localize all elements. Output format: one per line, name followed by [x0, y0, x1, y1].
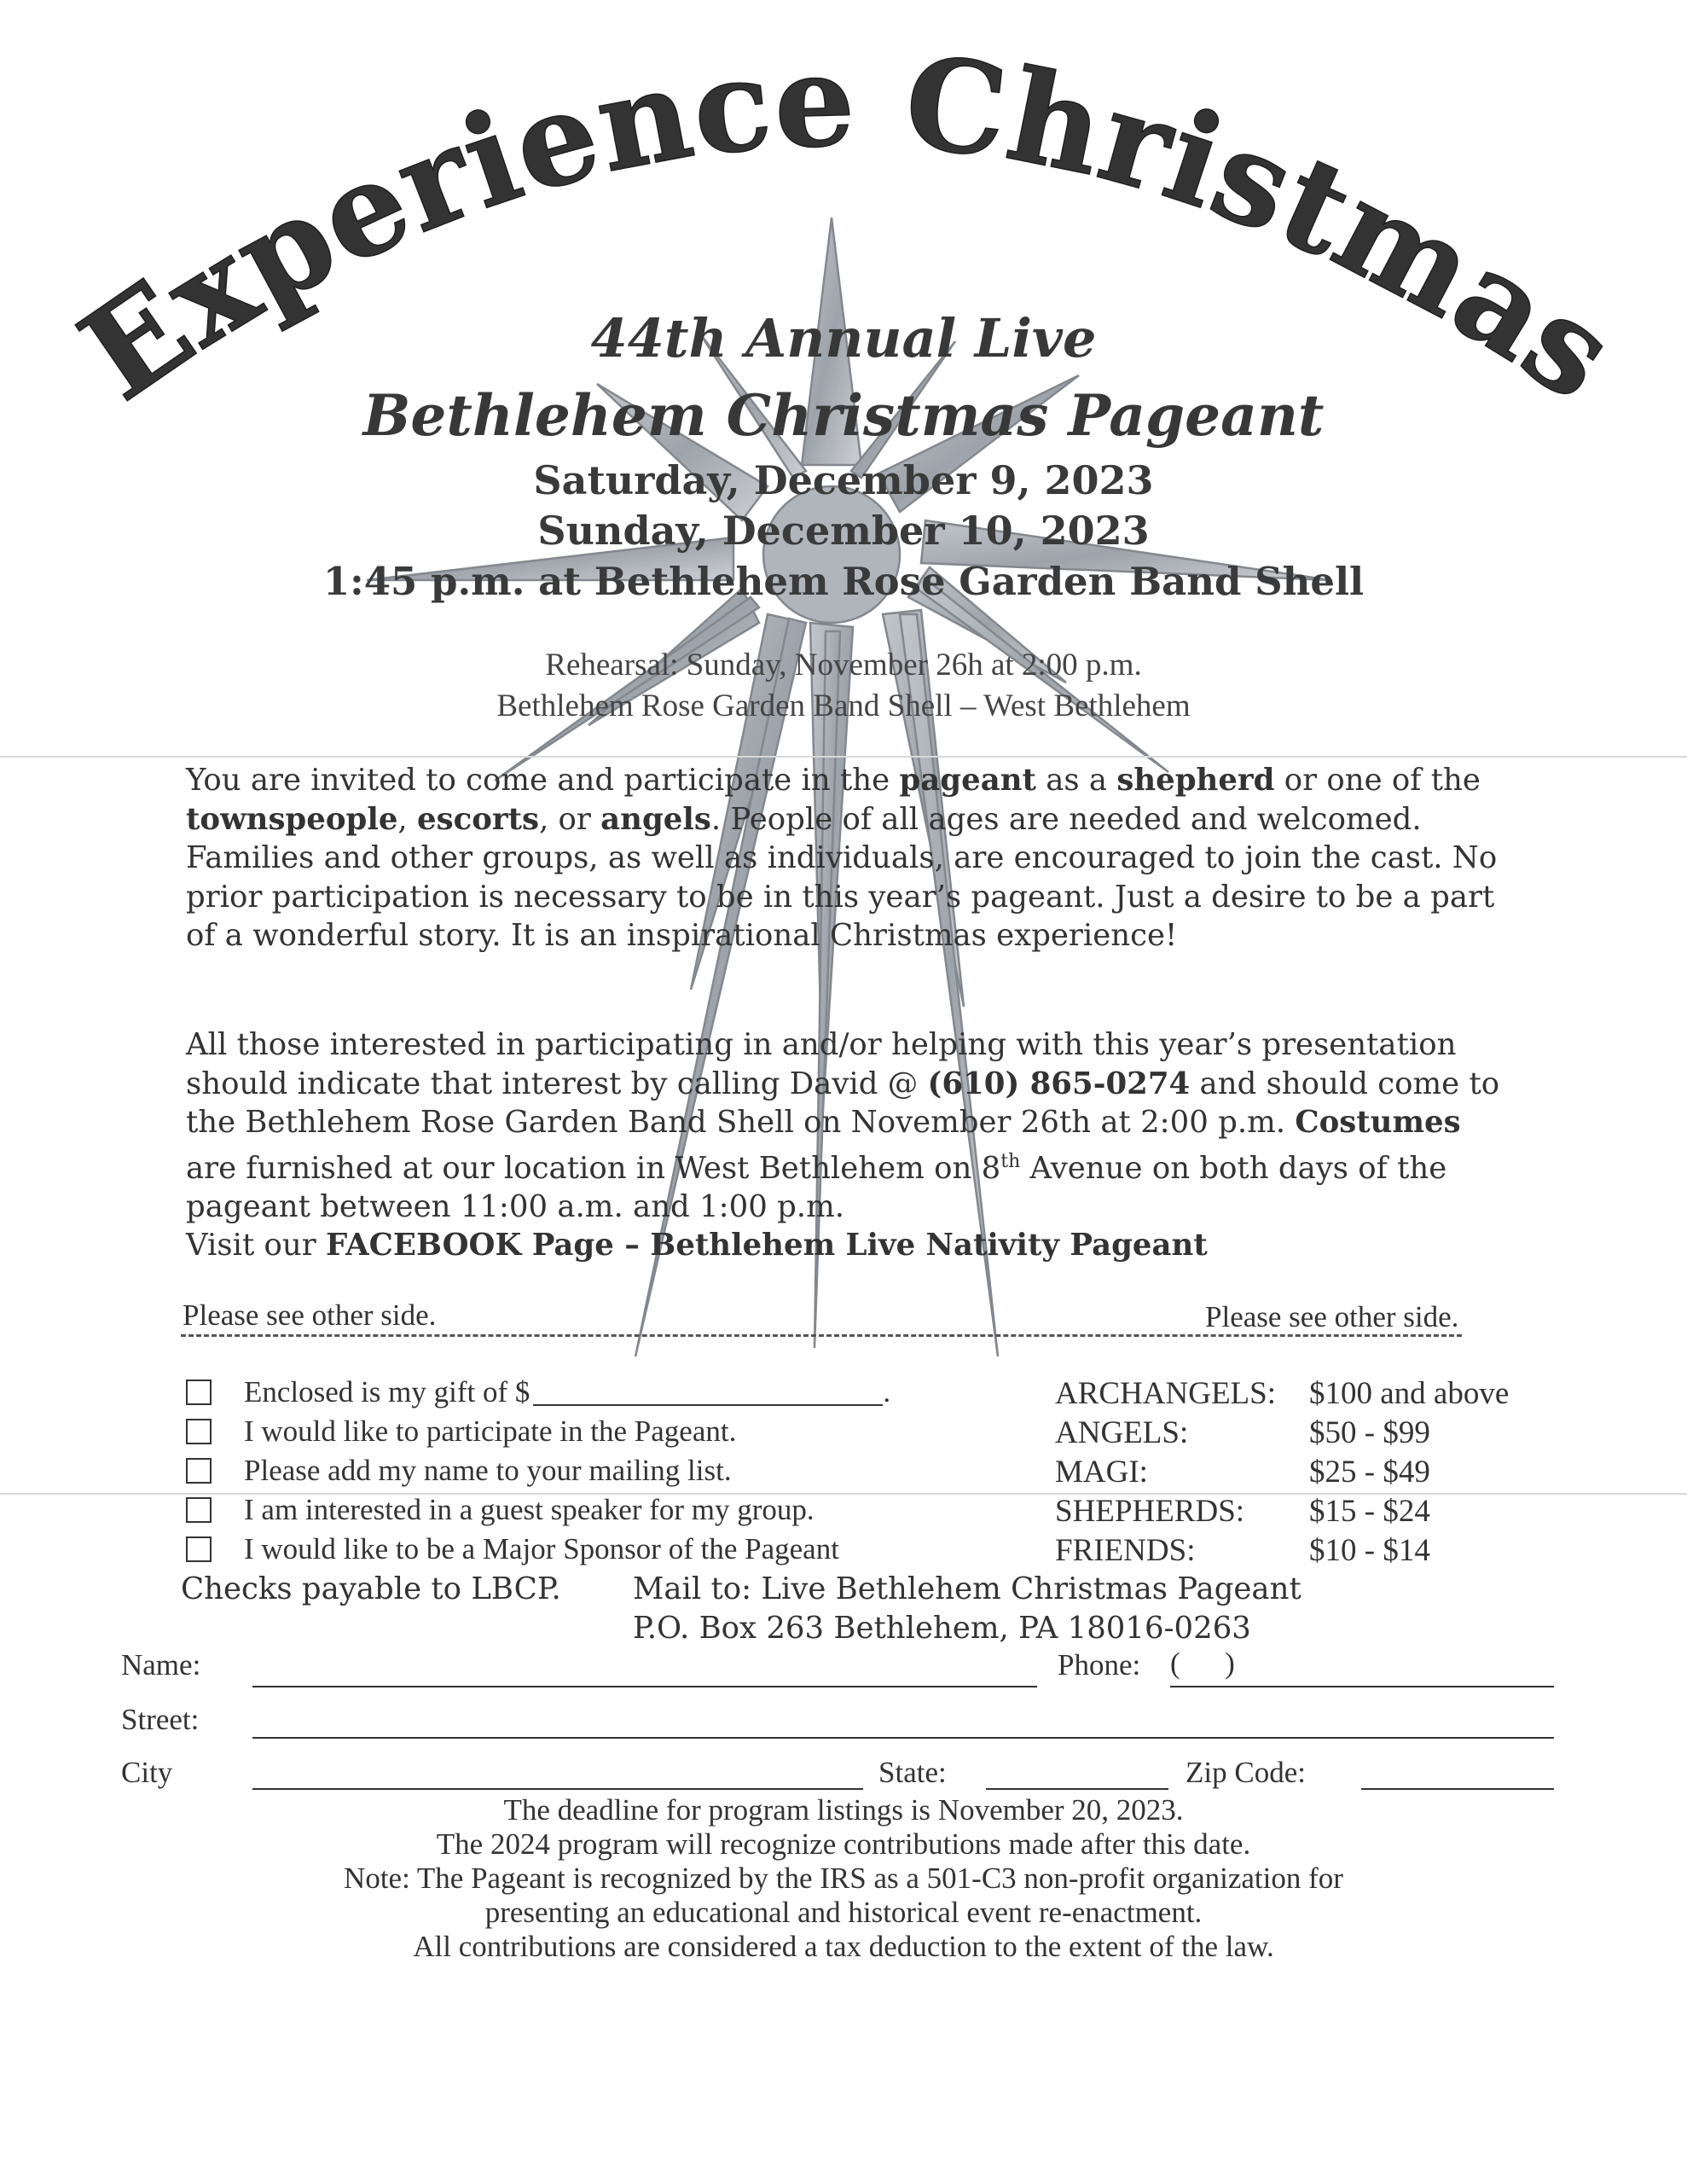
state-field[interactable] [986, 1788, 1168, 1790]
rehearsal-line-1: Rehearsal: Sunday, November 26h at 2:00 p.m. [545, 648, 1142, 682]
city-field[interactable] [252, 1788, 863, 1790]
gift-suffix: . [883, 1375, 891, 1409]
date-saturday: Saturday, December 9, 2023 [533, 457, 1154, 503]
guest-speaker-label: I am interested in a guest speaker for my group. [244, 1493, 815, 1526]
invite-text: , or [538, 801, 601, 837]
phone-field[interactable] [1170, 1686, 1554, 1687]
fold-line-lower [0, 1493, 1687, 1495]
interest-text: Avenue on both days of the pageant between 11:00 a.m. and 1:00 p.m. [186, 1150, 1447, 1224]
footer-tax-deduction: All contributions are considered a tax deduction to the extent of the law. [413, 1930, 1274, 1963]
invite-angels: angels [600, 801, 711, 837]
phone-label: Phone: [1058, 1648, 1141, 1682]
tier-name: ARCHANGELS: [1055, 1376, 1277, 1411]
facebook-page-link[interactable]: FACEBOOK Page – Bethlehem Live Nativity Pageant [325, 1228, 1208, 1263]
participate-label: I would like to participate in the Pageant. [244, 1414, 737, 1448]
mail-to: Mail to: Live Bethlehem Christmas Pageant [633, 1571, 1301, 1606]
gift-label: Enclosed is my gift of $ [244, 1375, 530, 1409]
invite-escorts: escorts [417, 801, 539, 837]
checkbox-row-guest-speaker [186, 1491, 815, 1529]
invite-text: or one of the [1274, 763, 1481, 798]
name-label: Name: [121, 1648, 201, 1682]
footer-irs-note: Note: The Pageant is recognized by the IRS as a 501-C3 non-profit organization for [344, 1862, 1343, 1895]
checkbox-row-mailing-list [186, 1452, 732, 1490]
tier-name: MAGI: [1055, 1455, 1148, 1490]
interest-text: All those interested in participating in and/or helping with this year’s presentation should indicate that interest by calling David @ [186, 1027, 1457, 1101]
name-field[interactable] [252, 1686, 1037, 1687]
street-field[interactable] [252, 1737, 1554, 1739]
tier-amount: $100 and above [1309, 1376, 1510, 1411]
zip-label: Zip Code: [1186, 1756, 1306, 1789]
guest-speaker-checkbox[interactable] [186, 1497, 212, 1523]
checkbox-row-sponsor [186, 1531, 839, 1568]
see-other-side-left: Please see other side. [183, 1298, 437, 1332]
mailing-list-checkbox[interactable] [186, 1458, 212, 1484]
interest-paragraph [186, 1025, 1516, 1265]
zip-field[interactable] [1361, 1788, 1554, 1790]
mail-address: P.O. Box 263 Bethlehem, PA 18016-0263 [633, 1611, 1251, 1646]
gift-amount-field[interactable] [533, 1379, 883, 1406]
subtitle-line-2: Bethlehem Christmas Pageant [362, 382, 1325, 449]
page-title: Experience Christmas [55, 26, 1641, 429]
rehearsal-line-2: Bethlehem Rose Garden Band Shell – West Bethlehem [496, 688, 1191, 723]
checks-payable: Checks payable to LBCP. [181, 1571, 561, 1606]
fold-line [0, 756, 1687, 758]
checkbox-row-participate [186, 1413, 736, 1450]
participate-checkbox[interactable] [186, 1419, 212, 1444]
tear-off-dashed-line [181, 1334, 1462, 1337]
date-sunday: Sunday, December 10, 2023 [537, 508, 1150, 554]
invite-text: , [397, 801, 417, 837]
invite-pageant: pageant [899, 763, 1036, 798]
tier-amount: $25 - $49 [1309, 1455, 1430, 1490]
tier-name: FRIENDS: [1055, 1533, 1196, 1568]
invite-shepherd: shepherd [1116, 763, 1275, 798]
tier-amount: $10 - $14 [1309, 1533, 1430, 1568]
phone-area-code: ( ) [1170, 1647, 1235, 1680]
time-location: 1:45 p.m. at Bethlehem Rose Garden Band Shell [322, 559, 1365, 604]
street-label: Street: [121, 1703, 200, 1736]
sponsor-checkbox[interactable] [186, 1536, 212, 1562]
costumes-label: Costumes [1295, 1105, 1461, 1140]
interest-text: Visit our [186, 1228, 326, 1263]
footer-deadline: The deadline for program listings is November 20, 2023. [503, 1793, 1184, 1827]
invitation-paragraph [186, 761, 1516, 956]
mailing-list-label: Please add my name to your mailing list. [244, 1454, 732, 1487]
interest-text: and should come to the Bethlehem Rose Garden Band Shell on November 26th at 2:00 p.m. [186, 1066, 1500, 1140]
tier-amount: $15 - $24 [1309, 1494, 1430, 1529]
checkbox-row-gift [186, 1374, 890, 1411]
invite-text: as a [1035, 763, 1117, 798]
footer-irs-note-cont: presenting an educational and historical event re-enactment. [484, 1896, 1203, 1929]
tier-amount: $50 - $99 [1309, 1415, 1430, 1450]
tier-name: SHEPHERDS: [1055, 1494, 1245, 1529]
interest-text: are furnished at our location in West Bethlehem on 8 [186, 1150, 1001, 1186]
footer-program: The 2024 program will recognize contributions made after this date. [436, 1827, 1251, 1861]
invite-text: You are invited to come and participate in the [186, 763, 900, 798]
sponsor-label: I would like to be a Major Sponsor of the Pageant [244, 1532, 839, 1565]
ordinal-suffix: th [1000, 1150, 1021, 1172]
see-other-side-right: Please see other side. [1205, 1300, 1459, 1333]
city-label: City [121, 1756, 173, 1789]
contact-phone: (610) 865-0274 [927, 1066, 1191, 1101]
invite-text: . People of all ages are needed and welcomed. Families and other groups, as well as individuals, are encouraged to join the cast. No prior participation is necessary to be in this year’s pageant. Just a desire to be a part of a wonderful story. It is an inspirational Christmas experience! [186, 801, 1498, 953]
state-label: State: [878, 1756, 947, 1789]
tier-name: ANGELS: [1055, 1415, 1189, 1450]
invite-townspeople: townspeople [186, 801, 398, 837]
gift-checkbox[interactable] [186, 1380, 212, 1405]
subtitle-line-1: 44th Annual Live [590, 307, 1097, 369]
